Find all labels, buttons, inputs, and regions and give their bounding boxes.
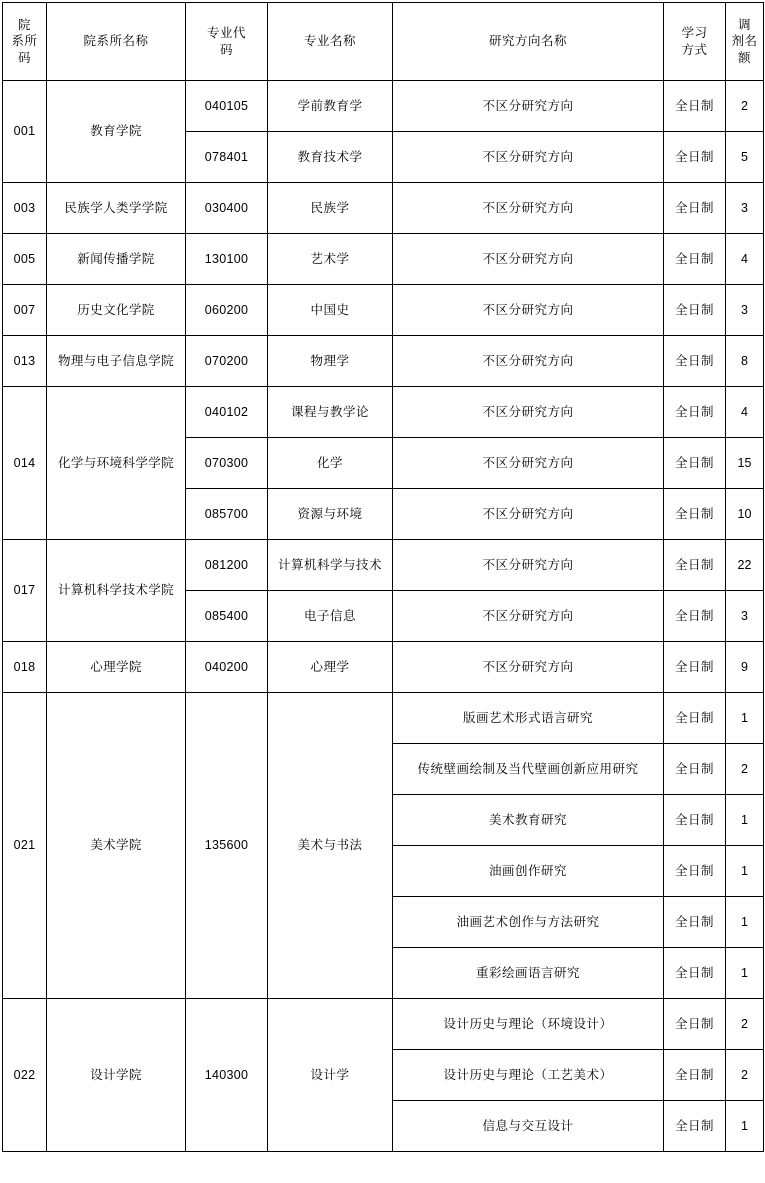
cell-department-code: 022: [3, 999, 47, 1152]
cell-study-mode: 全日制: [664, 1050, 726, 1101]
cell-research-direction: 不区分研究方向: [393, 336, 664, 387]
header-major-code-line-0: 专业代: [206, 26, 246, 41]
cell-department-name: 历史文化学院: [47, 285, 186, 336]
cell-major-code: 030400: [186, 183, 268, 234]
cell-quota: 2: [726, 999, 764, 1050]
cell-research-direction: 不区分研究方向: [393, 132, 664, 183]
header-study-mode: [664, 3, 726, 81]
cell-major-code: 081200: [186, 540, 268, 591]
table-row: [3, 387, 764, 438]
cell-department-code: 007: [3, 285, 47, 336]
table-row: [3, 336, 764, 387]
cell-department-code: 013: [3, 336, 47, 387]
cell-research-direction: 设计历史与理论（工艺美术）: [393, 1050, 664, 1101]
header-study-mode-line-1: 方式: [681, 42, 708, 57]
cell-major-name: 设计学: [268, 999, 393, 1152]
cell-quota: 1: [726, 693, 764, 744]
header-major-name: [268, 3, 393, 81]
cell-quota: 2: [726, 1050, 764, 1101]
cell-research-direction: 不区分研究方向: [393, 234, 664, 285]
cell-department-name: 心理学院: [47, 642, 186, 693]
header-major-code: [186, 3, 268, 81]
cell-research-direction: 不区分研究方向: [393, 642, 664, 693]
cell-quota: 1: [726, 795, 764, 846]
header-department-code-line-0: 院: [17, 18, 31, 33]
cell-study-mode: 全日制: [664, 1101, 726, 1152]
cell-research-direction: 版画艺术形式语言研究: [393, 693, 664, 744]
cell-quota: 2: [726, 744, 764, 795]
cell-department-name: 民族学人类学学院: [47, 183, 186, 234]
header-research-direction: [393, 3, 664, 81]
cell-department-code: 017: [3, 540, 47, 642]
cell-study-mode: 全日制: [664, 234, 726, 285]
table-row: [3, 693, 764, 744]
cell-major-name: 电子信息: [268, 591, 393, 642]
header-department-code: [3, 3, 47, 81]
table-header: [3, 3, 764, 81]
cell-major-code: 060200: [186, 285, 268, 336]
header-major-name-line-0: 专业名称: [303, 34, 356, 49]
cell-research-direction: 不区分研究方向: [393, 489, 664, 540]
header-department-name: [47, 3, 186, 81]
table-row: [3, 81, 764, 132]
header-department-name-line-0: 院系所名称: [83, 34, 149, 49]
cell-major-name: 学前教育学: [268, 81, 393, 132]
cell-major-code: 040102: [186, 387, 268, 438]
header-quota-line-2: 额: [737, 50, 751, 65]
cell-quota: 22: [726, 540, 764, 591]
cell-study-mode: 全日制: [664, 438, 726, 489]
cell-major-code: 135600: [186, 693, 268, 999]
cell-department-name: 物理与电子信息学院: [47, 336, 186, 387]
cell-research-direction: 油画创作研究: [393, 846, 664, 897]
cell-research-direction: 重彩绘画语言研究: [393, 948, 664, 999]
cell-major-name: 计算机科学与技术: [268, 540, 393, 591]
cell-research-direction: 传统壁画绘制及当代壁画创新应用研究: [393, 744, 664, 795]
cell-quota: 9: [726, 642, 764, 693]
header-department-code-line-1: 系所码: [11, 34, 38, 65]
cell-research-direction: 设计历史与理论（环境设计）: [393, 999, 664, 1050]
cell-major-code: 085700: [186, 489, 268, 540]
cell-research-direction: 不区分研究方向: [393, 387, 664, 438]
document-page: [0, 2, 765, 1183]
cell-quota: 8: [726, 336, 764, 387]
cell-study-mode: 全日制: [664, 591, 726, 642]
cell-research-direction: 不区分研究方向: [393, 438, 664, 489]
cell-major-name: 民族学: [268, 183, 393, 234]
header-major-code-line-1: 码: [219, 42, 233, 57]
cell-major-code: 040105: [186, 81, 268, 132]
cell-research-direction: 不区分研究方向: [393, 540, 664, 591]
cell-department-code: 018: [3, 642, 47, 693]
table-row: [3, 183, 764, 234]
header-quota-line-0: 调: [737, 18, 751, 33]
cell-quota: 1: [726, 897, 764, 948]
cell-major-code: 040200: [186, 642, 268, 693]
cell-major-name: 中国史: [268, 285, 393, 336]
cell-department-name: 计算机科学技术学院: [47, 540, 186, 642]
cell-major-name: 艺术学: [268, 234, 393, 285]
cell-research-direction: 不区分研究方向: [393, 591, 664, 642]
cell-quota: 4: [726, 387, 764, 438]
cell-research-direction: 信息与交互设计: [393, 1101, 664, 1152]
cell-major-code: 070300: [186, 438, 268, 489]
cell-major-code: 078401: [186, 132, 268, 183]
cell-research-direction: 美术教育研究: [393, 795, 664, 846]
adjustment-quota-table: [2, 2, 764, 1152]
cell-quota: 10: [726, 489, 764, 540]
cell-quota: 4: [726, 234, 764, 285]
cell-study-mode: 全日制: [664, 642, 726, 693]
cell-major-code: 140300: [186, 999, 268, 1152]
table-row: [3, 540, 764, 591]
cell-study-mode: 全日制: [664, 336, 726, 387]
cell-quota: 3: [726, 183, 764, 234]
cell-quota: 1: [726, 948, 764, 999]
cell-department-code: 003: [3, 183, 47, 234]
cell-quota: 15: [726, 438, 764, 489]
cell-quota: 5: [726, 132, 764, 183]
cell-department-code: 021: [3, 693, 47, 999]
cell-major-name: 化学: [268, 438, 393, 489]
cell-study-mode: 全日制: [664, 795, 726, 846]
cell-department-name: 设计学院: [47, 999, 186, 1152]
cell-study-mode: 全日制: [664, 540, 726, 591]
table-row: [3, 285, 764, 336]
cell-department-name: 新闻传播学院: [47, 234, 186, 285]
cell-major-name: 资源与环境: [268, 489, 393, 540]
cell-study-mode: 全日制: [664, 387, 726, 438]
table-body: [3, 81, 764, 1152]
cell-department-code: 014: [3, 387, 47, 540]
table-header-row: [3, 3, 764, 81]
cell-research-direction: 不区分研究方向: [393, 183, 664, 234]
cell-quota: 2: [726, 81, 764, 132]
cell-major-name: 课程与教学论: [268, 387, 393, 438]
cell-major-name: 物理学: [268, 336, 393, 387]
header-quota-line-1: 剂名: [731, 34, 758, 49]
cell-study-mode: 全日制: [664, 846, 726, 897]
cell-study-mode: 全日制: [664, 81, 726, 132]
cell-quota: 1: [726, 1101, 764, 1152]
cell-major-code: 070200: [186, 336, 268, 387]
cell-major-name: 教育技术学: [268, 132, 393, 183]
table-row: [3, 999, 764, 1050]
cell-quota: 1: [726, 846, 764, 897]
cell-quota: 3: [726, 591, 764, 642]
table-row: [3, 234, 764, 285]
cell-study-mode: 全日制: [664, 999, 726, 1050]
cell-major-name: 美术与书法: [268, 693, 393, 999]
cell-department-name: 教育学院: [47, 81, 186, 183]
cell-major-name: 心理学: [268, 642, 393, 693]
cell-study-mode: 全日制: [664, 897, 726, 948]
cell-study-mode: 全日制: [664, 744, 726, 795]
cell-study-mode: 全日制: [664, 132, 726, 183]
cell-research-direction: 不区分研究方向: [393, 285, 664, 336]
table-row: [3, 642, 764, 693]
cell-department-name: 化学与环境科学学院: [47, 387, 186, 540]
cell-study-mode: 全日制: [664, 285, 726, 336]
header-research-direction-line-0: 研究方向名称: [488, 34, 567, 49]
cell-quota: 3: [726, 285, 764, 336]
cell-major-code: 085400: [186, 591, 268, 642]
cell-department-code: 005: [3, 234, 47, 285]
header-study-mode-line-0: 学习: [681, 26, 708, 41]
cell-study-mode: 全日制: [664, 948, 726, 999]
cell-research-direction: 油画艺术创作与方法研究: [393, 897, 664, 948]
cell-department-code: 001: [3, 81, 47, 183]
header-quota: [726, 3, 764, 81]
cell-study-mode: 全日制: [664, 693, 726, 744]
cell-department-name: 美术学院: [47, 693, 186, 999]
cell-study-mode: 全日制: [664, 489, 726, 540]
cell-study-mode: 全日制: [664, 183, 726, 234]
cell-research-direction: 不区分研究方向: [393, 81, 664, 132]
cell-major-code: 130100: [186, 234, 268, 285]
